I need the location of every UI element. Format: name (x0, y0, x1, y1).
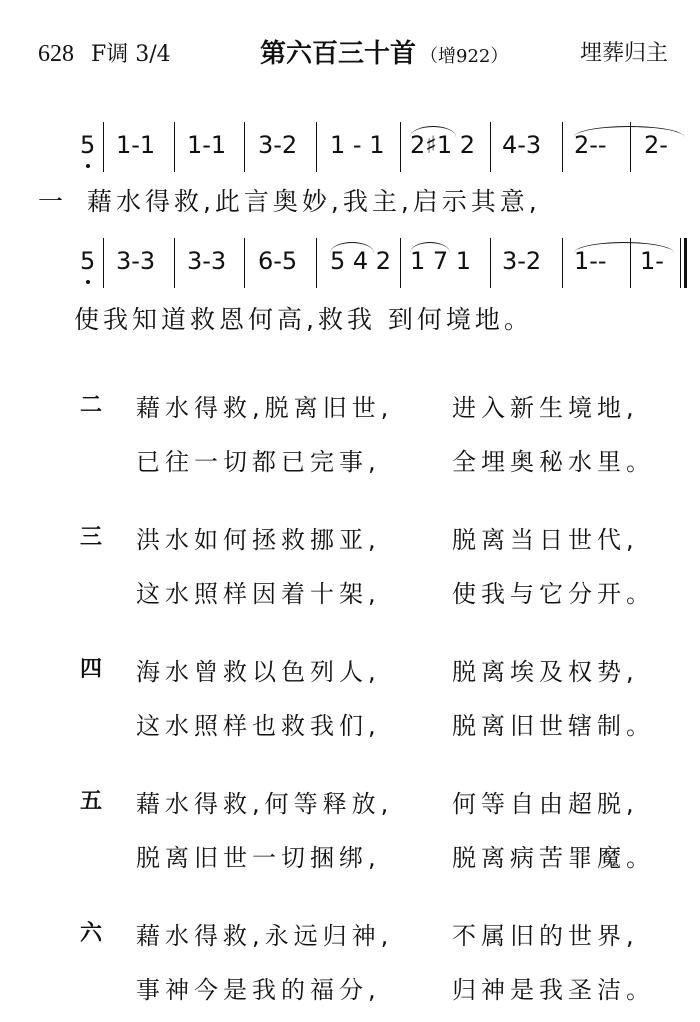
verse-number: 五 (80, 789, 103, 814)
verse-number: 六 (80, 921, 103, 946)
measure: 2-- (574, 131, 607, 159)
measure: 1-1 (187, 131, 227, 159)
verse-line-right: 使我与它分开。 (452, 580, 655, 608)
measure: 1 7 1 (410, 247, 472, 275)
final-bar-thick (684, 238, 687, 288)
bar-line (490, 122, 491, 172)
verse-line-right: 脱离埃及权势, (452, 658, 639, 686)
measure: 6-5 (258, 247, 298, 275)
bar-line (400, 238, 401, 288)
verse-line-right: 进入新生境地, (452, 394, 639, 422)
measure: 3-3 (116, 247, 156, 275)
key-signature: F调 3/4 (91, 42, 171, 67)
measure: 2♯1 2 (410, 131, 476, 159)
verse-line-right: 脱离旧世辖制。 (452, 712, 655, 740)
bar-line (174, 122, 175, 172)
measure: 2- (644, 131, 668, 159)
measure: 3-2 (258, 131, 298, 159)
verse-line-right: 脱离病苦罪魔。 (452, 844, 655, 872)
bar-line (244, 238, 245, 288)
verse-line-left: 这水照样也救我们, (136, 712, 381, 740)
verse-number: 四 (80, 657, 103, 682)
hymn-subtitle: （增922） (420, 46, 509, 67)
lyric-line-2: 使我知道救恩何高,救我 到何境地。 (74, 305, 533, 334)
pickup-note: 5 (80, 247, 96, 275)
bar-line (244, 122, 245, 172)
hymn-title: 第六百三十首 (260, 39, 417, 69)
bar-line (562, 238, 563, 288)
verse-line-right: 不属旧的世界, (452, 922, 639, 950)
measure: 1- (640, 247, 664, 275)
bar-line (174, 238, 175, 288)
measure: 3-3 (187, 247, 227, 275)
hymn-title-block (260, 34, 508, 74)
measure: 1-1 (116, 131, 156, 159)
verse-line-left: 事神今是我的福分, (136, 976, 381, 1004)
notation-line-1 (0, 122, 700, 172)
bar-line (103, 122, 104, 172)
bar-line (400, 122, 401, 172)
bar-line (490, 238, 491, 288)
verse-line-left: 藉水得救,脱离旧世, (136, 394, 394, 422)
verse-line-left: 藉水得救,永远归神, (136, 922, 394, 950)
verse-line-right: 归神是我圣洁。 (452, 976, 655, 1004)
bar-line (316, 122, 317, 172)
measure: 3-2 (502, 247, 542, 275)
final-bar-thin (680, 238, 681, 288)
verse-line-left: 洪水如何拯救挪亚, (136, 526, 381, 554)
verse-line-right: 脱离当日世代, (452, 526, 639, 554)
measure: 5 4 2 (330, 247, 392, 275)
hymn-category: 埋葬归主 (580, 41, 669, 66)
lyric-line-1 (38, 182, 541, 218)
bar-line (630, 122, 631, 172)
verse-number: 一 (38, 187, 68, 216)
hymn-number-key (38, 34, 171, 74)
bar-line (103, 238, 104, 288)
verse-line-right: 全埋奥秘水里。 (452, 448, 655, 476)
pickup-note: 5 (80, 131, 96, 159)
measure: 4-3 (502, 131, 542, 159)
verse-line-left: 藉水得救,何等释放, (136, 790, 394, 818)
hymn-number: 628 (38, 41, 74, 67)
notation-line-2 (0, 238, 700, 288)
bar-line (316, 238, 317, 288)
verse-number: 二 (80, 393, 103, 418)
measure: 1 - 1 (330, 131, 385, 159)
bar-line (562, 122, 563, 172)
lyric-text: 藉水得救,此言奥妙,我主,启示其意, (86, 187, 541, 216)
measure: 1-- (574, 247, 607, 275)
verse-line-left: 这水照样因着十架, (136, 580, 381, 608)
verse-number: 三 (80, 525, 103, 550)
bar-line (630, 238, 631, 288)
verse-line-left: 脱离旧世一切捆绑, (136, 844, 381, 872)
verse-line-left: 已往一切都已完事, (136, 448, 381, 476)
verse-line-right: 何等自由超脱, (452, 790, 639, 818)
verse-line-left: 海水曾救以色列人, (136, 658, 381, 686)
